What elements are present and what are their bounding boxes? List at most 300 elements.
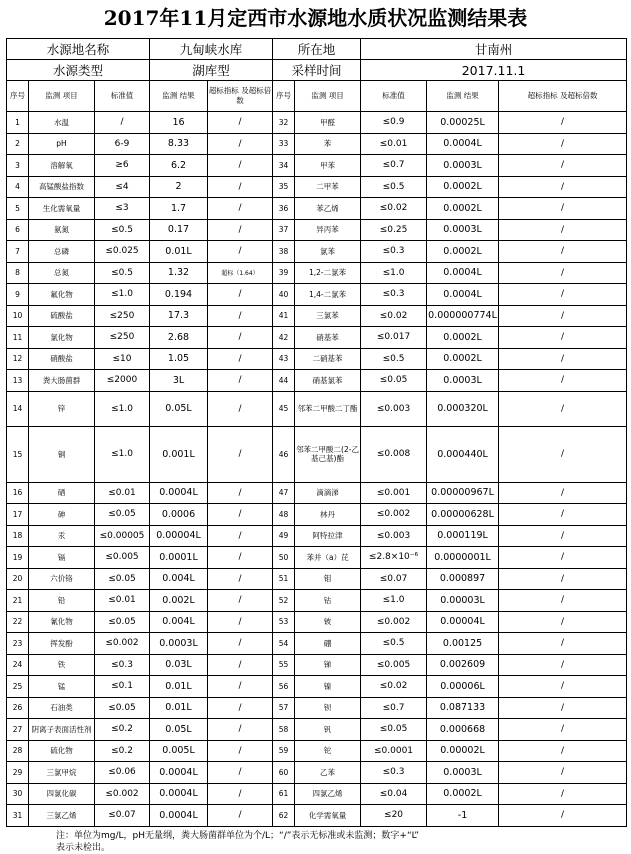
row-result-right: 0.0004L (427, 284, 499, 306)
row-exceed: / (208, 719, 273, 741)
table-row (7, 633, 627, 655)
row-result-right: 0.00004L (427, 611, 499, 633)
row-seq: 27 (7, 719, 29, 741)
row-std: ≤10 (95, 348, 150, 370)
row-result-right: 0.0002L (427, 198, 499, 220)
row-std: ≤0.2 (95, 740, 150, 762)
row-seq-right: 55 (273, 654, 295, 676)
table-row (7, 327, 627, 349)
row-result: 2 (150, 176, 208, 198)
row-result: 0.03L (150, 654, 208, 676)
row-seq-right: 52 (273, 590, 295, 612)
row-std-right: ≤0.3 (361, 762, 427, 784)
row-seq: 3 (7, 155, 29, 177)
row-result-right: 0.0000001L (427, 547, 499, 569)
row-std-right: ≤0.008 (361, 426, 427, 482)
row-item-right: 乙苯 (295, 762, 361, 784)
row-exceed-right: / (499, 426, 627, 482)
row-std-right: ≤0.02 (361, 305, 427, 327)
table-row (7, 568, 627, 590)
row-result-right: 0.0003L (427, 370, 499, 392)
row-exceed-right: / (499, 112, 627, 134)
row-seq: 31 (7, 805, 29, 827)
row-result-right: 0.00002L (427, 740, 499, 762)
row-exceed: / (208, 284, 273, 306)
row-exceed: / (208, 676, 273, 698)
table-row (7, 241, 627, 263)
row-item: 氟化物 (29, 284, 95, 306)
row-seq-right: 39 (273, 262, 295, 284)
row-std: ≤1.0 (95, 391, 150, 426)
row-result-right: 0.00003L (427, 590, 499, 612)
row-std: ≤0.07 (95, 805, 150, 827)
row-seq: 5 (7, 198, 29, 220)
col-seq-right: 序号 (273, 81, 295, 112)
row-item: 高锰酸盐指数 (29, 176, 95, 198)
row-item-right: 邻苯二甲酸二丁酯 (295, 391, 361, 426)
row-result: 0.01L (150, 676, 208, 698)
row-std: ≤0.06 (95, 762, 150, 784)
row-seq-right: 32 (273, 112, 295, 134)
row-item-right: 硝基苯 (295, 327, 361, 349)
row-exceed: 超标（1.64） (208, 262, 273, 284)
row-exceed: / (208, 133, 273, 155)
row-std: ≤0.05 (95, 568, 150, 590)
row-exceed-right: / (499, 155, 627, 177)
row-exceed: / (208, 482, 273, 504)
row-std-right: ≤0.3 (361, 284, 427, 306)
row-seq: 21 (7, 590, 29, 612)
col-item-right: 监测 项目 (295, 81, 361, 112)
footnote-line-2: 表示未检出。 (56, 842, 111, 853)
table-row (7, 262, 627, 284)
source-type-value: 湖库型 (150, 60, 273, 81)
row-seq-right: 56 (273, 676, 295, 698)
row-std-right: ≤0.003 (361, 391, 427, 426)
row-item-right: 镍 (295, 676, 361, 698)
row-seq-right: 47 (273, 482, 295, 504)
row-exceed: / (208, 654, 273, 676)
row-std-right: ≤0.02 (361, 198, 427, 220)
row-item: 生化需氧量 (29, 198, 95, 220)
row-exceed: / (208, 762, 273, 784)
row-std-right: ≤1.0 (361, 262, 427, 284)
row-std-right: ≤0.002 (361, 504, 427, 526)
col-std: 标准值 (95, 81, 150, 112)
col-seq: 序号 (7, 81, 29, 112)
row-exceed: / (208, 112, 273, 134)
row-item-right: 邻苯二甲酸二(2-乙基己基)酯 (295, 426, 361, 482)
row-exceed: / (208, 426, 273, 482)
row-item: 硝酸盐 (29, 348, 95, 370)
row-item-right: 滴滴涕 (295, 482, 361, 504)
row-exceed-right: / (499, 611, 627, 633)
row-std: ≤250 (95, 305, 150, 327)
row-std-right: ≤20 (361, 805, 427, 827)
row-item: 砷 (29, 504, 95, 526)
row-item-right: 苯 (295, 133, 361, 155)
row-exceed-right: / (499, 504, 627, 526)
row-exceed: / (208, 525, 273, 547)
row-result-right: 0.002609 (427, 654, 499, 676)
row-result: 0.0004L (150, 805, 208, 827)
row-item: 铜 (29, 426, 95, 482)
row-std-right: ≤0.7 (361, 155, 427, 177)
row-std: ≤0.002 (95, 783, 150, 805)
row-std: ≤0.5 (95, 262, 150, 284)
row-result-right: 0.0004L (427, 133, 499, 155)
row-item: 三氯乙烯 (29, 805, 95, 827)
row-result: 0.005L (150, 740, 208, 762)
row-seq-right: 44 (273, 370, 295, 392)
row-result: 1.32 (150, 262, 208, 284)
row-seq: 29 (7, 762, 29, 784)
row-result: 0.0004L (150, 762, 208, 784)
row-seq: 7 (7, 241, 29, 263)
row-item-right: 1,4-二氯苯 (295, 284, 361, 306)
row-item: 阴离子表面活性剂 (29, 719, 95, 741)
table-row (7, 176, 627, 198)
row-seq-right: 54 (273, 633, 295, 655)
row-item: 汞 (29, 525, 95, 547)
row-result: 0.01L (150, 241, 208, 263)
table-row (7, 805, 627, 827)
row-item-right: 苯乙烯 (295, 198, 361, 220)
row-exceed-right: / (499, 805, 627, 827)
col-result-right: 监测 结果 (427, 81, 499, 112)
row-std: ≤1.0 (95, 284, 150, 306)
row-exceed: / (208, 590, 273, 612)
row-item: 氨氮 (29, 219, 95, 241)
row-exceed-right: / (499, 391, 627, 426)
row-std: ≤0.05 (95, 697, 150, 719)
row-seq: 15 (7, 426, 29, 482)
row-result-right: 0.000440L (427, 426, 499, 482)
row-std-right: ≤0.02 (361, 676, 427, 698)
row-result-right: 0.0002L (427, 176, 499, 198)
row-seq: 23 (7, 633, 29, 655)
row-std: ≤0.01 (95, 590, 150, 612)
row-item-right: 1,2-二氯苯 (295, 262, 361, 284)
row-result-right: -1 (427, 805, 499, 827)
footnote (56, 830, 596, 854)
row-result: 0.05L (150, 391, 208, 426)
row-exceed-right: / (499, 740, 627, 762)
row-exceed-right: / (499, 327, 627, 349)
location-label: 所在地 (273, 39, 361, 60)
row-seq-right: 62 (273, 805, 295, 827)
row-result-right: 0.000320L (427, 391, 499, 426)
row-result-right: 0.00000628L (427, 504, 499, 526)
row-seq-right: 49 (273, 525, 295, 547)
row-result: 0.0006 (150, 504, 208, 526)
table-row (7, 740, 627, 762)
row-result: 0.0004L (150, 783, 208, 805)
row-exceed-right: / (499, 133, 627, 155)
table-row (7, 219, 627, 241)
row-seq: 25 (7, 676, 29, 698)
row-item: 水温 (29, 112, 95, 134)
row-item-right: 二甲苯 (295, 176, 361, 198)
row-item-right: 三氯苯 (295, 305, 361, 327)
row-std-right: ≤0.005 (361, 654, 427, 676)
row-exceed-right: / (499, 262, 627, 284)
row-seq: 30 (7, 783, 29, 805)
row-std: ≤0.01 (95, 482, 150, 504)
row-exceed-right: / (499, 697, 627, 719)
row-result: 0.05L (150, 719, 208, 741)
row-exceed-right: / (499, 370, 627, 392)
row-result: 0.0004L (150, 482, 208, 504)
row-item: 铁 (29, 654, 95, 676)
row-std-right: ≤0.05 (361, 719, 427, 741)
sampling-time-label: 采样时间 (273, 60, 361, 81)
location-value: 甘南州 (361, 39, 627, 60)
row-seq-right: 46 (273, 426, 295, 482)
row-seq-right: 35 (273, 176, 295, 198)
row-std-right: ≤0.003 (361, 525, 427, 547)
row-seq: 20 (7, 568, 29, 590)
row-result-right: 0.00125 (427, 633, 499, 655)
row-item: 氯化物 (29, 327, 95, 349)
row-result: 17.3 (150, 305, 208, 327)
table-row (7, 391, 627, 426)
row-std-right: ≤0.05 (361, 370, 427, 392)
row-exceed: / (208, 783, 273, 805)
row-exceed-right: / (499, 241, 627, 263)
row-exceed: / (208, 391, 273, 426)
table-row (7, 590, 627, 612)
row-result: 0.001L (150, 426, 208, 482)
row-result: 0.00004L (150, 525, 208, 547)
table-row (7, 783, 627, 805)
row-item-right: 硼 (295, 633, 361, 655)
row-std: ≤250 (95, 327, 150, 349)
row-exceed: / (208, 697, 273, 719)
table-row (7, 525, 627, 547)
row-item-right: 铊 (295, 740, 361, 762)
row-result-right: 0.0002L (427, 327, 499, 349)
row-seq-right: 53 (273, 611, 295, 633)
row-result: 1.05 (150, 348, 208, 370)
row-item: 铅 (29, 590, 95, 612)
row-item-right: 铍 (295, 611, 361, 633)
row-result-right: 0.000668 (427, 719, 499, 741)
table-row (7, 112, 627, 134)
row-std: ≤3 (95, 198, 150, 220)
row-exceed-right: / (499, 762, 627, 784)
row-seq: 6 (7, 219, 29, 241)
row-result-right: 0.00006L (427, 676, 499, 698)
row-seq: 17 (7, 504, 29, 526)
row-item: 硫酸盐 (29, 305, 95, 327)
row-seq-right: 51 (273, 568, 295, 590)
row-result: 0.004L (150, 611, 208, 633)
row-exceed: / (208, 176, 273, 198)
row-seq: 4 (7, 176, 29, 198)
row-exceed: / (208, 633, 273, 655)
row-seq-right: 41 (273, 305, 295, 327)
col-exceed-right: 超标指标 及超标倍数 (499, 81, 627, 112)
row-exceed-right: / (499, 590, 627, 612)
row-exceed: / (208, 155, 273, 177)
row-item-right: 化学需氧量 (295, 805, 361, 827)
table-row (7, 305, 627, 327)
row-seq: 28 (7, 740, 29, 762)
row-seq: 10 (7, 305, 29, 327)
row-item: 氰化物 (29, 611, 95, 633)
row-seq-right: 43 (273, 348, 295, 370)
row-result: 3L (150, 370, 208, 392)
row-exceed: / (208, 198, 273, 220)
row-std-right: ≤0.01 (361, 133, 427, 155)
row-item-right: 锑 (295, 654, 361, 676)
row-seq-right: 45 (273, 391, 295, 426)
row-seq: 2 (7, 133, 29, 155)
row-exceed-right: / (499, 305, 627, 327)
row-item-right: 钼 (295, 568, 361, 590)
row-seq: 8 (7, 262, 29, 284)
row-item-right: 钡 (295, 697, 361, 719)
row-result: 1.7 (150, 198, 208, 220)
row-std: / (95, 112, 150, 134)
table-row (7, 719, 627, 741)
row-seq-right: 38 (273, 241, 295, 263)
table-row (7, 370, 627, 392)
table-row (7, 697, 627, 719)
row-seq: 9 (7, 284, 29, 306)
row-std: ≤0.005 (95, 547, 150, 569)
row-exceed: / (208, 504, 273, 526)
row-result-right: 0.00025L (427, 112, 499, 134)
row-std-right: ≤0.5 (361, 348, 427, 370)
row-item: 粪大肠菌群 (29, 370, 95, 392)
row-item-right: 钒 (295, 719, 361, 741)
row-result: 0.194 (150, 284, 208, 306)
table-row (7, 762, 627, 784)
row-item: pH (29, 133, 95, 155)
row-std-right: ≤0.04 (361, 783, 427, 805)
row-result: 0.0003L (150, 633, 208, 655)
row-exceed: / (208, 327, 273, 349)
source-name-label: 水源地名称 (7, 39, 150, 60)
row-item: 溶解氧 (29, 155, 95, 177)
row-std: ≤0.1 (95, 676, 150, 698)
table-row (7, 654, 627, 676)
row-seq: 24 (7, 654, 29, 676)
row-result: 0.17 (150, 219, 208, 241)
row-item: 三氯甲烷 (29, 762, 95, 784)
row-seq: 18 (7, 525, 29, 547)
row-seq: 22 (7, 611, 29, 633)
row-seq: 16 (7, 482, 29, 504)
row-exceed-right: / (499, 525, 627, 547)
row-exceed-right: / (499, 219, 627, 241)
row-exceed: / (208, 611, 273, 633)
row-result-right: 0.000897 (427, 568, 499, 590)
row-item: 锌 (29, 391, 95, 426)
row-result-right: 0.0003L (427, 219, 499, 241)
row-std-right: ≤0.0001 (361, 740, 427, 762)
row-result: 6.2 (150, 155, 208, 177)
col-exceed: 超标指标 及超标倍数 (208, 81, 273, 112)
row-exceed: / (208, 348, 273, 370)
row-seq: 12 (7, 348, 29, 370)
source-type-label: 水源类型 (7, 60, 150, 81)
row-std: ≤0.5 (95, 219, 150, 241)
row-item-right: 四氯乙烯 (295, 783, 361, 805)
row-std: ≤0.05 (95, 611, 150, 633)
row-seq: 13 (7, 370, 29, 392)
row-item: 石油类 (29, 697, 95, 719)
row-result-right: 0.0003L (427, 762, 499, 784)
row-seq-right: 40 (273, 284, 295, 306)
row-seq-right: 61 (273, 783, 295, 805)
row-result-right: 0.087133 (427, 697, 499, 719)
row-result-right: 0.0003L (427, 155, 499, 177)
row-result: 16 (150, 112, 208, 134)
row-seq-right: 33 (273, 133, 295, 155)
row-item: 四氯化碳 (29, 783, 95, 805)
row-exceed: / (208, 305, 273, 327)
row-seq-right: 50 (273, 547, 295, 569)
row-item: 挥发酚 (29, 633, 95, 655)
row-std: ≤1.0 (95, 426, 150, 482)
row-std-right: ≤0.002 (361, 611, 427, 633)
row-exceed-right: / (499, 348, 627, 370)
table-row (7, 547, 627, 569)
table-row (7, 348, 627, 370)
table-row (7, 284, 627, 306)
row-exceed-right: / (499, 547, 627, 569)
row-exceed-right: / (499, 654, 627, 676)
row-std: ≤0.3 (95, 654, 150, 676)
table-row (7, 482, 627, 504)
row-exceed: / (208, 370, 273, 392)
row-result: 0.01L (150, 697, 208, 719)
row-item-right: 钴 (295, 590, 361, 612)
row-std: ≤0.2 (95, 719, 150, 741)
table-row (7, 504, 627, 526)
row-seq-right: 48 (273, 504, 295, 526)
sampling-time-value: 2017.11.1 (361, 60, 627, 81)
row-std: ≥6 (95, 155, 150, 177)
row-result-right: 0.0004L (427, 262, 499, 284)
row-item: 总磷 (29, 241, 95, 263)
row-std: ≤0.00005 (95, 525, 150, 547)
row-std-right: ≤0.7 (361, 697, 427, 719)
row-seq: 19 (7, 547, 29, 569)
row-exceed-right: / (499, 482, 627, 504)
row-exceed-right: / (499, 783, 627, 805)
row-std-right: ≤0.017 (361, 327, 427, 349)
row-item-right: 氯苯 (295, 241, 361, 263)
col-result: 监测 结果 (150, 81, 208, 112)
row-exceed: / (208, 241, 273, 263)
row-std-right: ≤0.001 (361, 482, 427, 504)
water-quality-table (6, 38, 627, 827)
row-item-right: 阿特拉津 (295, 525, 361, 547)
row-item: 锰 (29, 676, 95, 698)
row-exceed-right: / (499, 284, 627, 306)
row-seq: 14 (7, 391, 29, 426)
row-item-right: 甲醛 (295, 112, 361, 134)
row-result: 8.33 (150, 133, 208, 155)
row-std-right: ≤0.25 (361, 219, 427, 241)
row-seq: 11 (7, 327, 29, 349)
row-exceed: / (208, 805, 273, 827)
row-result: 0.0001L (150, 547, 208, 569)
